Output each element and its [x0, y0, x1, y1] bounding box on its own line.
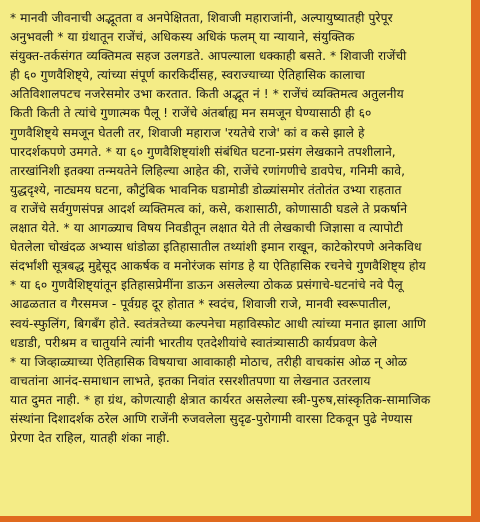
blurb-line: युद्धदृश्ये, नाट्यमय घटना, कौटुंबिक भावनिक घडामोडी डोळ्यांसमोर तंतोतंत उभ्या राहतात — [10, 182, 402, 197]
blurb-line: प्रेरणा देत राहिल, यातही शंका नाही. — [10, 431, 170, 446]
blurb-line: घेतलेला चोखंदळ अभ्यास धांडोळा इतिहासातील तथ्यांशी इमान राखून, काटेकोरपणे अनेकविध — [10, 240, 422, 255]
blurb-line: * या जिव्हाळ्याच्या ऐतिहासिक विषयाचा आवाकाही मोठाच, तरीही वाचकांस ओळ न् ओळ — [10, 354, 408, 369]
blurb-line: अतिविशालपटच नजरेसमोर उभा करतात. किती अद्भूत नं ! * राजेंचं व्यक्तिमत्व अतुलनीय — [10, 87, 404, 102]
blurb-line: ही ६० गुणवैशिष्ट्ये, त्यांच्या संपूर्ण कारकिर्दीसह, स्वराज्याच्या ऐतिहासिक कालाचा — [10, 68, 365, 83]
blurb-line: संयुक्त-तर्कसंगत व्यक्तिमत्व सहज उलगडते. आपल्याला धक्काही बसते. * शिवाजी राजेंची — [10, 49, 407, 64]
blurb-line: तारखांनिशी इतक्या तन्मयतेने लिहिल्या आहेत की, राजेंचे रणांगणीचे डावपेच, गनिमी कावे, — [10, 163, 406, 178]
blurb-line: आढळतात व गैरसमज - पूर्वग्रह दूर होतात * स्वदंच, शिवाजी राजे, मानवी स्वरूपातील, — [10, 297, 392, 312]
blurb-line: पारदर्शकपणे उमगते. * या ६० गुणवैशिष्ट्यांशी संबंधित घटना-प्रसंग लेखकाने तपशीलाने, — [10, 144, 396, 159]
blurb-line: संस्थांना दिशादर्शक ठरेल आणि राजेंनी रुजवलेला सुदृढ-पुरोगामी वारसा टिकवून पुढे नेण्यास — [10, 411, 413, 426]
blurb-line: स्वयं-स्फुलिंग, बिगबँग होते. स्वतंत्रतेच्या कल्पनेचा महाविस्फोट आधी त्यांच्या मनात झाला आणि — [10, 316, 426, 331]
blurb-line: वाचतांना आनंद-समाधान लाभते, इतका निवांत रसरशीतपणा या लेखनात उतरलाय — [10, 373, 371, 388]
blurb-text-block — [10, 9, 468, 448]
blurb-line: किती किती ते त्यांचे गुणात्मक पैलू ! राजेंचे अंतर्बाह्य मन समजून घेण्यासाठी ही ६० — [10, 106, 372, 121]
blurb-line: व राजेंचे सर्वगुणसंपन्न आदर्श व्यक्तिमत्व कां, कसे, कशासाठी, कोणासाठी घडले ते प्रकर्षाने — [10, 201, 408, 216]
blurb-line: * मानवी जीवनाची अद्भूतता व अनपेक्षितता, शिवाजी महाराजांनी, अल्पायुष्यातही पुरेपूर — [10, 11, 393, 25]
blurb-line: गुणवैशिष्ट्ये समजून घेतली तर, शिवाजी महाराज 'रयतेचे राजे' कां व कसे झाले हे — [10, 125, 365, 140]
blurb-line: * या ६० गुणवैशिष्ट्यांतून इतिहासप्रेमींना डाऊन असलेल्या ठोकळ प्रसंगाचे-घटनांचे नवे पैलू — [10, 278, 403, 293]
blurb-line: लक्षात येते. * या आगळ्याच विषय निवडीतून लक्षात येते ती लेखकाची जिज्ञासा व त्यापोटी — [10, 221, 403, 236]
blurb-line: संदर्भांशी सूत्रबद्ध मुद्देसूद आकर्षक व मनोरंजक सांगड हे या ऐतिहासिक रचनेचे गुणवैशिष्ट्य होय — [10, 259, 426, 274]
blurb-line: यात दुमत नाही. * हा ग्रंथ, कोणत्याही क्षेत्रात कार्यरत असलेल्या स्त्री-पुरुष,सांस्कृतिक-सामाजिक — [10, 392, 431, 407]
blurb-line: धडाडी, परीश्रम व चातुर्याने त्यांनी भारतीय एतदेशीयांचे स्वातंत्र्यासाठी कार्यप्रवण केले — [10, 335, 378, 350]
blurb-line: अनुभवली * या ग्रंथातून राजेंचं, अधिकस्य अधिकं फलम् या न्यायाने, संयुक्तिक — [10, 30, 355, 45]
